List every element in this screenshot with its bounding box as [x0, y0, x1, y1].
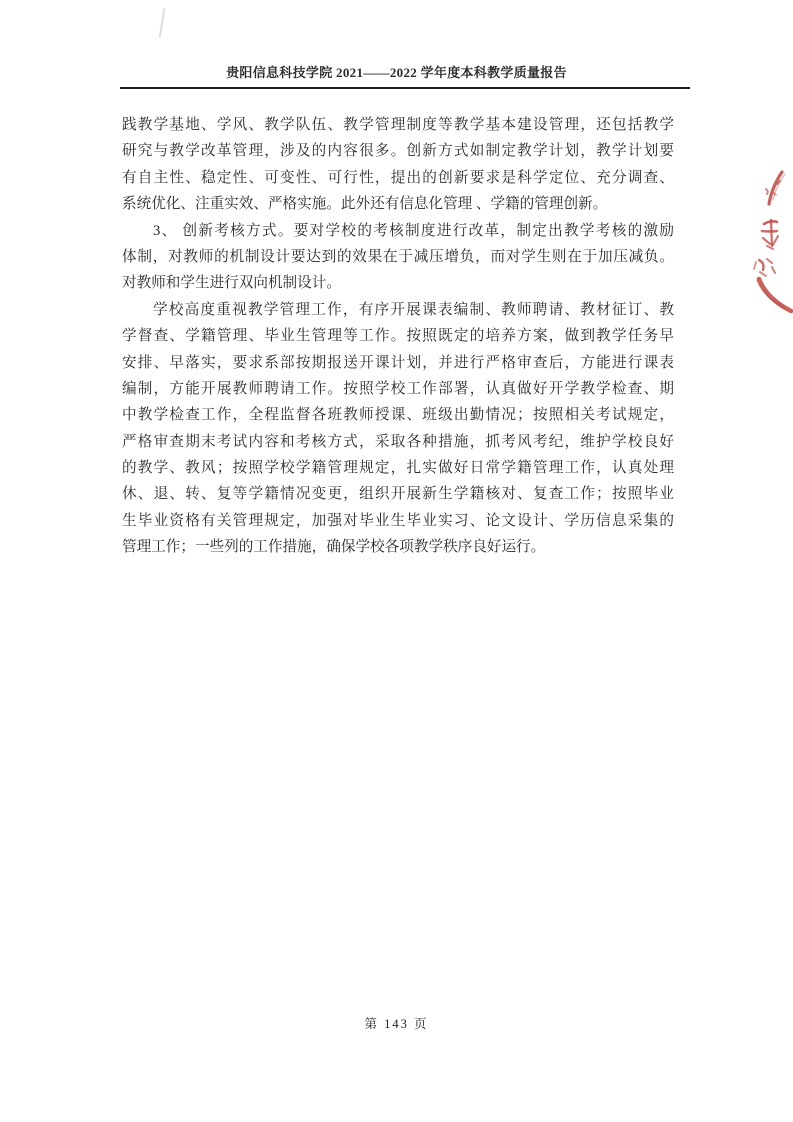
page-footer: [0, 1014, 793, 1032]
page-number: 第 143 页: [364, 1017, 429, 1031]
text-line: 安排、早落实，要求系部按期报送开课计划，并进行严格审查后，方能进行课表: [122, 354, 674, 371]
header-title: 贵阳信息科技学院 2021——2022 学年度本科教学质量报告: [226, 65, 567, 80]
body-text: [122, 112, 674, 561]
text-line: 践教学基地、学风、教学队伍、教学管理制度等教学基本建设管理，还包括教学: [122, 117, 674, 133]
text-line: 编制，方能开展教师聘请工作。按照学校工作部署，认真做好开学教学检查、期: [122, 380, 674, 397]
text-line: 学校高度重视教学管理工作，有序开展课表编制、教师聘请、教材征订、教: [153, 301, 674, 318]
text-line: 研究与教学改革管理，涉及的内容很多。创新方式如制定教学计划，教学计划要: [122, 143, 674, 160]
scan-artifact: [159, 8, 166, 38]
text-line: 对教师和学生进行双向机制设计。: [122, 275, 341, 292]
text-line: 的教学、教风；按照学校学籍管理规定，扎实做好日常学籍管理工作，认真处理: [122, 460, 674, 477]
text-line: 休、退、转、复等学籍情况变更，组织开展新生学籍核对、复查工作；按照毕业: [122, 486, 674, 503]
text-line: 中教学检查工作，全程监督各班教师授课、班级出勤情况；按照相关考试规定，: [122, 407, 674, 424]
text-line: 学督查、学籍管理、毕业生管理等工作。按照既定的培养方案，做到教学任务早: [122, 328, 674, 345]
text-line: 体制，对教师的机制设计要达到的效果在于减压增负，而对学生则在于加压减负。: [122, 248, 674, 265]
text-line: 系统优化、注重实效、严格实施。此外还有信息化管理 、学籍的管理创新。: [122, 196, 608, 213]
text-line: 生毕业资格有关管理规定，加强对毕业生毕业实习、论文设计、学历信息采集的: [122, 512, 674, 529]
text-line: 3、 创新考核方式。要对学校的考核制度进行改革，制定出教学考核的激励: [153, 222, 674, 239]
text-line: 严格审查期末考试内容和考核方式，采取各种措施，抓考风考纪，维护学校良好: [122, 433, 674, 450]
text-line: 管理工作；一些列的工作措施，确保学校各项教学秩序良好运行。: [122, 539, 546, 556]
header-rule: [120, 87, 690, 89]
text-line: 有自主性、稳定性、可变性、可行性，提出的创新要求是科学定位、充分调查、: [122, 169, 674, 186]
red-seal-stamp-fragment-icon: [744, 160, 793, 320]
